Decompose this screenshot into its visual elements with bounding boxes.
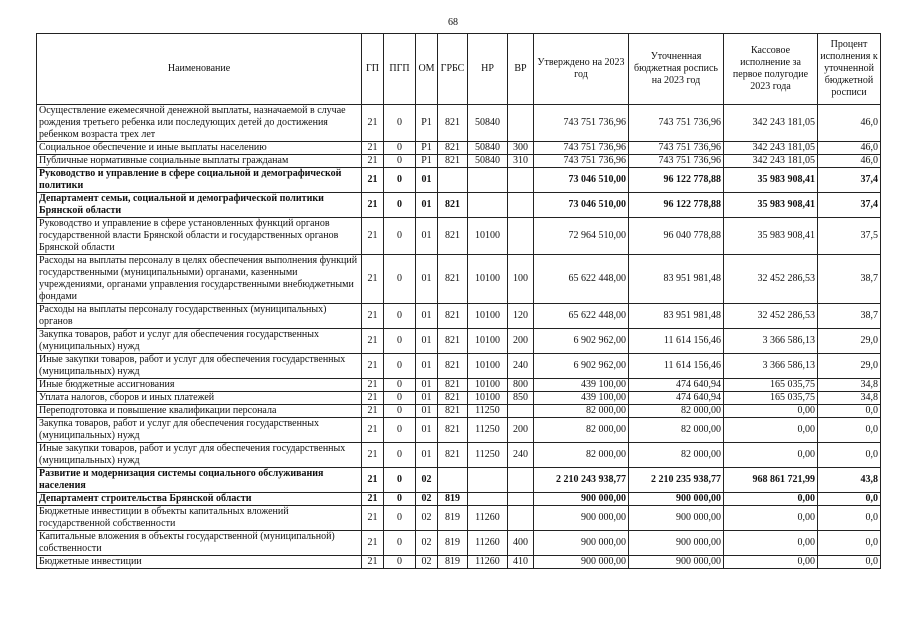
cell-approved: 439 100,00 xyxy=(534,392,629,405)
cell-gp: 21 xyxy=(362,193,384,218)
cell-np: 50840 xyxy=(468,142,508,155)
cell-cash: 0,00 xyxy=(724,443,818,468)
cell-refined: 743 751 736,96 xyxy=(629,142,724,155)
cell-om: Р1 xyxy=(416,142,438,155)
cell-pgp: 0 xyxy=(384,418,416,443)
table-row xyxy=(37,443,881,468)
cell-np xyxy=(468,468,508,493)
cell-gp: 21 xyxy=(362,531,384,556)
cell-np xyxy=(468,168,508,193)
cell-gp: 21 xyxy=(362,329,384,354)
cell-cash: 3 366 586,13 xyxy=(724,329,818,354)
cell-pgp: 0 xyxy=(384,193,416,218)
cell-om: 01 xyxy=(416,443,438,468)
cell-np: 50840 xyxy=(468,155,508,168)
table-row xyxy=(37,304,881,329)
cell-approved: 900 000,00 xyxy=(534,531,629,556)
cell-grbs: 821 xyxy=(438,405,468,418)
table-row xyxy=(37,255,881,304)
cell-gp: 21 xyxy=(362,556,384,569)
cell-refined: 82 000,00 xyxy=(629,418,724,443)
cell-refined: 83 951 981,48 xyxy=(629,255,724,304)
cell-vr: 100 xyxy=(508,255,534,304)
cell-approved: 65 622 448,00 xyxy=(534,304,629,329)
cell-refined: 96 040 778,88 xyxy=(629,218,724,255)
table-row xyxy=(37,506,881,531)
cell-approved: 439 100,00 xyxy=(534,379,629,392)
cell-om: 02 xyxy=(416,468,438,493)
cell-name: Публичные нормативные социальные выплаты гражданам xyxy=(37,155,362,168)
cell-refined: 96 122 778,88 xyxy=(629,168,724,193)
cell-vr xyxy=(508,105,534,142)
cell-pgp: 0 xyxy=(384,255,416,304)
cell-name: Развитие и модернизация системы социального обслуживания населения xyxy=(37,468,362,493)
cell-gp: 21 xyxy=(362,155,384,168)
cell-percent: 37,4 xyxy=(818,168,881,193)
cell-percent: 0,0 xyxy=(818,556,881,569)
cell-np: 11260 xyxy=(468,506,508,531)
cell-np: 10100 xyxy=(468,354,508,379)
table-row xyxy=(37,468,881,493)
cell-om: 01 xyxy=(416,379,438,392)
cell-gp: 21 xyxy=(362,493,384,506)
cell-vr xyxy=(508,405,534,418)
cell-cash: 342 243 181,05 xyxy=(724,142,818,155)
cell-cash: 0,00 xyxy=(724,493,818,506)
cell-percent: 29,0 xyxy=(818,354,881,379)
cell-name: Департамент семьи, социальной и демографической политики Брянской области xyxy=(37,193,362,218)
table-row xyxy=(37,493,881,506)
cell-np xyxy=(468,493,508,506)
cell-name: Иные закупки товаров, работ и услуг для обеспечения государственных (муниципальных) нужд xyxy=(37,443,362,468)
cell-grbs: 821 xyxy=(438,105,468,142)
cell-percent: 0,0 xyxy=(818,531,881,556)
cell-om: 01 xyxy=(416,329,438,354)
cell-vr: 400 xyxy=(508,531,534,556)
column-header-pgp: ПГП xyxy=(384,34,416,105)
cell-gp: 21 xyxy=(362,255,384,304)
cell-vr: 410 xyxy=(508,556,534,569)
cell-cash: 342 243 181,05 xyxy=(724,155,818,168)
column-header-name: Наименование xyxy=(37,34,362,105)
cell-name: Социальное обеспечение и иные выплаты населению xyxy=(37,142,362,155)
table-row xyxy=(37,193,881,218)
cell-vr xyxy=(508,193,534,218)
cell-np: 11260 xyxy=(468,556,508,569)
cell-refined: 474 640,94 xyxy=(629,379,724,392)
page-number: 68 xyxy=(448,17,458,28)
cell-approved: 82 000,00 xyxy=(534,443,629,468)
cell-name: Расходы на выплаты персоналу в целях обеспечения выполнения функций государственными (муниципальными) органами, казенными учреждениями, органами управления государственными внебюджетными фондами xyxy=(37,255,362,304)
column-header-gp: ГП xyxy=(362,34,384,105)
cell-om: Р1 xyxy=(416,105,438,142)
cell-np: 10100 xyxy=(468,379,508,392)
cell-grbs: 821 xyxy=(438,155,468,168)
cell-cash: 165 035,75 xyxy=(724,379,818,392)
column-header-refined: Уточненная бюджетная роспись на 2023 год xyxy=(629,34,724,105)
cell-vr: 200 xyxy=(508,329,534,354)
cell-percent: 0,0 xyxy=(818,443,881,468)
column-header-cash: Кассовое исполнение за первое полугодие 2023 года xyxy=(724,34,818,105)
cell-cash: 35 983 908,41 xyxy=(724,193,818,218)
cell-vr: 850 xyxy=(508,392,534,405)
cell-percent: 46,0 xyxy=(818,142,881,155)
cell-approved: 743 751 736,96 xyxy=(534,142,629,155)
cell-approved: 72 964 510,00 xyxy=(534,218,629,255)
table-row xyxy=(37,218,881,255)
cell-approved: 73 046 510,00 xyxy=(534,193,629,218)
table-row xyxy=(37,379,881,392)
cell-refined: 743 751 736,96 xyxy=(629,155,724,168)
cell-name: Руководство и управление в сфере социальной и демографической политики xyxy=(37,168,362,193)
cell-cash: 0,00 xyxy=(724,418,818,443)
cell-pgp: 0 xyxy=(384,443,416,468)
cell-om: 02 xyxy=(416,493,438,506)
cell-approved: 82 000,00 xyxy=(534,418,629,443)
cell-om: 02 xyxy=(416,531,438,556)
cell-vr: 200 xyxy=(508,418,534,443)
cell-cash: 35 983 908,41 xyxy=(724,168,818,193)
cell-om: 02 xyxy=(416,556,438,569)
cell-name: Переподготовка и повышение квалификации персонала xyxy=(37,405,362,418)
cell-approved: 743 751 736,96 xyxy=(534,105,629,142)
cell-om: 01 xyxy=(416,218,438,255)
cell-name: Закупка товаров, работ и услуг для обеспечения государственных (муниципальных) нужд xyxy=(37,418,362,443)
table-body xyxy=(37,105,881,569)
column-header-percent: Процент исполнения к уточненной бюджетной росписи xyxy=(818,34,881,105)
cell-gp: 21 xyxy=(362,506,384,531)
cell-name: Бюджетные инвестиции xyxy=(37,556,362,569)
cell-gp: 21 xyxy=(362,443,384,468)
column-header-om: ОМ xyxy=(416,34,438,105)
cell-approved: 6 902 962,00 xyxy=(534,354,629,379)
cell-grbs: 821 xyxy=(438,193,468,218)
cell-gp: 21 xyxy=(362,304,384,329)
cell-cash: 0,00 xyxy=(724,405,818,418)
cell-cash: 32 452 286,53 xyxy=(724,304,818,329)
cell-name: Бюджетные инвестиции в объекты капитальных вложений государственной собственности xyxy=(37,506,362,531)
cell-refined: 2 210 235 938,77 xyxy=(629,468,724,493)
cell-om: 01 xyxy=(416,193,438,218)
cell-gp: 21 xyxy=(362,354,384,379)
table-row xyxy=(37,155,881,168)
cell-grbs: 821 xyxy=(438,379,468,392)
cell-vr: 120 xyxy=(508,304,534,329)
cell-refined: 900 000,00 xyxy=(629,531,724,556)
cell-pgp: 0 xyxy=(384,379,416,392)
cell-np: 50840 xyxy=(468,105,508,142)
cell-gp: 21 xyxy=(362,418,384,443)
cell-np: 11250 xyxy=(468,418,508,443)
cell-percent: 46,0 xyxy=(818,105,881,142)
cell-refined: 743 751 736,96 xyxy=(629,105,724,142)
cell-cash: 3 366 586,13 xyxy=(724,354,818,379)
cell-vr: 300 xyxy=(508,142,534,155)
cell-refined: 82 000,00 xyxy=(629,405,724,418)
cell-approved: 900 000,00 xyxy=(534,506,629,531)
cell-name: Расходы на выплаты персоналу государственных (муниципальных) органов xyxy=(37,304,362,329)
cell-percent: 37,4 xyxy=(818,193,881,218)
cell-cash: 165 035,75 xyxy=(724,392,818,405)
cell-percent: 37,5 xyxy=(818,218,881,255)
cell-percent: 29,0 xyxy=(818,329,881,354)
cell-pgp: 0 xyxy=(384,304,416,329)
cell-pgp: 0 xyxy=(384,329,416,354)
table-row xyxy=(37,531,881,556)
cell-grbs: 821 xyxy=(438,354,468,379)
cell-approved: 73 046 510,00 xyxy=(534,168,629,193)
cell-percent: 0,0 xyxy=(818,506,881,531)
cell-name: Уплата налогов, сборов и иных платежей xyxy=(37,392,362,405)
cell-pgp: 0 xyxy=(384,405,416,418)
table-row xyxy=(37,105,881,142)
cell-grbs: 821 xyxy=(438,392,468,405)
cell-pgp: 0 xyxy=(384,105,416,142)
cell-np: 11250 xyxy=(468,443,508,468)
cell-pgp: 0 xyxy=(384,392,416,405)
cell-np: 11250 xyxy=(468,405,508,418)
cell-np: 10100 xyxy=(468,255,508,304)
cell-grbs: 819 xyxy=(438,556,468,569)
cell-gp: 21 xyxy=(362,392,384,405)
cell-pgp: 0 xyxy=(384,493,416,506)
cell-refined: 96 122 778,88 xyxy=(629,193,724,218)
cell-om: 01 xyxy=(416,304,438,329)
cell-name: Иные закупки товаров, работ и услуг для обеспечения государственных (муниципальных) нужд xyxy=(37,354,362,379)
cell-grbs: 821 xyxy=(438,142,468,155)
column-header-approved: Утверждено на 2023 год xyxy=(534,34,629,105)
cell-cash: 32 452 286,53 xyxy=(724,255,818,304)
cell-refined: 11 614 156,46 xyxy=(629,354,724,379)
cell-om: 01 xyxy=(416,354,438,379)
cell-np: 10100 xyxy=(468,218,508,255)
cell-pgp: 0 xyxy=(384,468,416,493)
cell-om: 01 xyxy=(416,418,438,443)
cell-approved: 900 000,00 xyxy=(534,556,629,569)
cell-percent: 0,0 xyxy=(818,493,881,506)
cell-percent: 38,7 xyxy=(818,255,881,304)
cell-pgp: 0 xyxy=(384,531,416,556)
cell-grbs: 819 xyxy=(438,531,468,556)
cell-percent: 34,8 xyxy=(818,392,881,405)
cell-om: 01 xyxy=(416,255,438,304)
cell-vr xyxy=(508,218,534,255)
cell-approved: 6 902 962,00 xyxy=(534,329,629,354)
cell-vr xyxy=(508,506,534,531)
cell-percent: 0,0 xyxy=(818,418,881,443)
cell-cash: 35 983 908,41 xyxy=(724,218,818,255)
cell-pgp: 0 xyxy=(384,155,416,168)
cell-pgp: 0 xyxy=(384,168,416,193)
column-header-grbs: ГРБС xyxy=(438,34,468,105)
cell-grbs: 821 xyxy=(438,218,468,255)
column-header-vr: ВР xyxy=(508,34,534,105)
cell-cash: 968 861 721,99 xyxy=(724,468,818,493)
cell-pgp: 0 xyxy=(384,556,416,569)
cell-pgp: 0 xyxy=(384,506,416,531)
header-row xyxy=(37,34,881,105)
cell-gp: 21 xyxy=(362,168,384,193)
cell-refined: 11 614 156,46 xyxy=(629,329,724,354)
cell-vr xyxy=(508,168,534,193)
cell-name: Департамент строительства Брянской области xyxy=(37,493,362,506)
cell-refined: 83 951 981,48 xyxy=(629,304,724,329)
cell-name: Руководство и управление в сфере установленных функций органов государственной власти Брянской области и государственных органов Брянской области xyxy=(37,218,362,255)
cell-percent: 38,7 xyxy=(818,304,881,329)
cell-cash: 342 243 181,05 xyxy=(724,105,818,142)
cell-grbs: 819 xyxy=(438,506,468,531)
cell-cash: 0,00 xyxy=(724,531,818,556)
table-row xyxy=(37,142,881,155)
cell-om: 02 xyxy=(416,506,438,531)
cell-percent: 43,8 xyxy=(818,468,881,493)
cell-refined: 474 640,94 xyxy=(629,392,724,405)
table-row xyxy=(37,405,881,418)
cell-om: 01 xyxy=(416,392,438,405)
cell-refined: 900 000,00 xyxy=(629,493,724,506)
cell-gp: 21 xyxy=(362,218,384,255)
cell-om: Р1 xyxy=(416,155,438,168)
cell-approved: 2 210 243 938,77 xyxy=(534,468,629,493)
cell-percent: 0,0 xyxy=(818,405,881,418)
cell-gp: 21 xyxy=(362,142,384,155)
table-row xyxy=(37,329,881,354)
cell-grbs: 821 xyxy=(438,418,468,443)
cell-gp: 21 xyxy=(362,105,384,142)
cell-name: Осуществление ежемесячной денежной выплаты, назначаемой в случае рождения третьего ребенка или последующих детей до достижения ребенком возраста трех лет xyxy=(37,105,362,142)
cell-approved: 65 622 448,00 xyxy=(534,255,629,304)
cell-grbs: 821 xyxy=(438,304,468,329)
cell-grbs: 821 xyxy=(438,443,468,468)
cell-name: Иные бюджетные ассигнования xyxy=(37,379,362,392)
cell-vr xyxy=(508,493,534,506)
cell-np: 10100 xyxy=(468,392,508,405)
cell-np: 10100 xyxy=(468,304,508,329)
cell-om: 01 xyxy=(416,405,438,418)
cell-grbs: 819 xyxy=(438,493,468,506)
cell-grbs: 821 xyxy=(438,255,468,304)
column-header-np: НР xyxy=(468,34,508,105)
cell-gp: 21 xyxy=(362,405,384,418)
cell-cash: 0,00 xyxy=(724,556,818,569)
cell-om: 01 xyxy=(416,168,438,193)
cell-refined: 900 000,00 xyxy=(629,556,724,569)
cell-percent: 34,8 xyxy=(818,379,881,392)
cell-refined: 900 000,00 xyxy=(629,506,724,531)
cell-pgp: 0 xyxy=(384,354,416,379)
cell-refined: 82 000,00 xyxy=(629,443,724,468)
cell-vr: 240 xyxy=(508,354,534,379)
cell-cash: 0,00 xyxy=(724,506,818,531)
cell-np xyxy=(468,193,508,218)
cell-name: Закупка товаров, работ и услуг для обеспечения государственных (муниципальных) нужд xyxy=(37,329,362,354)
table-row xyxy=(37,168,881,193)
table-row xyxy=(37,556,881,569)
cell-approved: 82 000,00 xyxy=(534,405,629,418)
table-row xyxy=(37,418,881,443)
cell-vr xyxy=(508,468,534,493)
cell-gp: 21 xyxy=(362,379,384,392)
table-row xyxy=(37,354,881,379)
cell-np: 11260 xyxy=(468,531,508,556)
cell-vr: 310 xyxy=(508,155,534,168)
budget-execution-table xyxy=(36,33,881,569)
cell-grbs xyxy=(438,168,468,193)
cell-pgp: 0 xyxy=(384,142,416,155)
cell-np: 10100 xyxy=(468,329,508,354)
cell-percent: 46,0 xyxy=(818,155,881,168)
cell-grbs xyxy=(438,468,468,493)
table-row xyxy=(37,392,881,405)
cell-approved: 900 000,00 xyxy=(534,493,629,506)
cell-vr: 800 xyxy=(508,379,534,392)
cell-pgp: 0 xyxy=(384,218,416,255)
cell-approved: 743 751 736,96 xyxy=(534,155,629,168)
cell-gp: 21 xyxy=(362,468,384,493)
cell-name: Капитальные вложения в объекты государственной (муниципальной) собственности xyxy=(37,531,362,556)
cell-vr: 240 xyxy=(508,443,534,468)
cell-grbs: 821 xyxy=(438,329,468,354)
